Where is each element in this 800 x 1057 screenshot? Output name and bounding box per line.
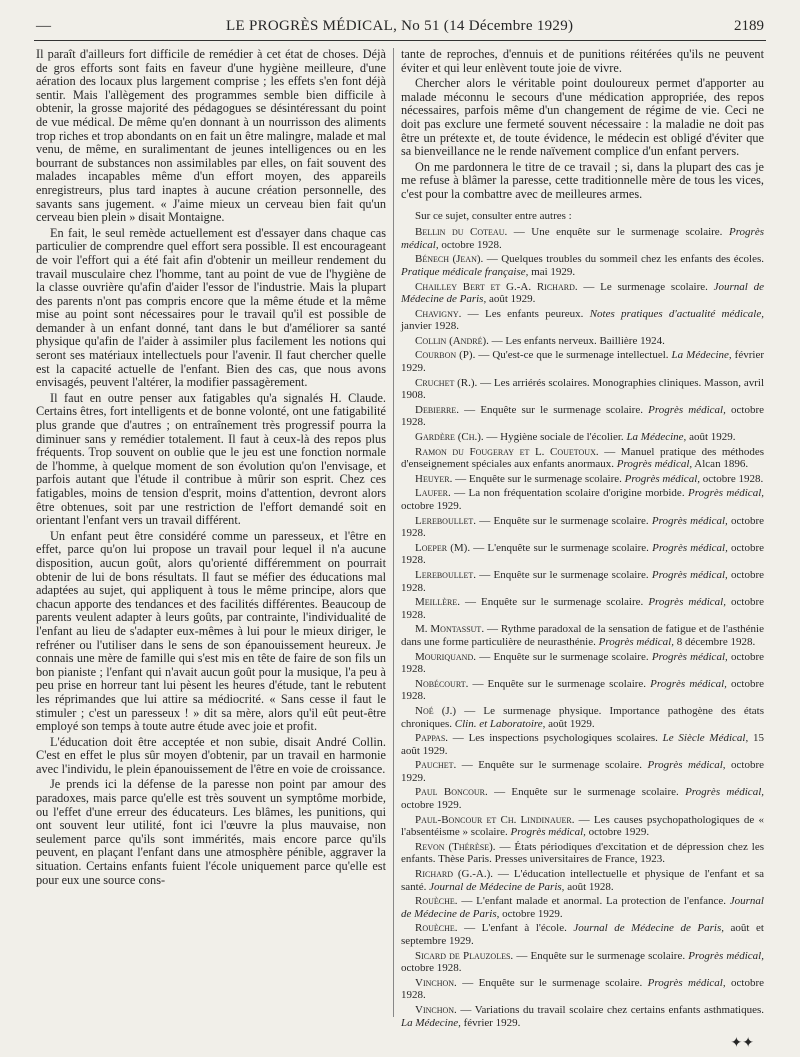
reference-date: octobre 1928. xyxy=(401,568,765,594)
reference-source: Progrès médical, xyxy=(652,541,728,554)
reference-text: — Les arriérés scolaires. Monographies cliniques. Masson, avril 1908. xyxy=(401,376,765,402)
reference-entry xyxy=(401,431,764,444)
reference-entry xyxy=(401,596,764,621)
reference-entry xyxy=(401,678,764,703)
reference-author: Bénech (Jean). xyxy=(415,253,484,266)
reference-source: Progrès médical, xyxy=(648,596,726,609)
reference-source: Progrès médical, xyxy=(687,487,765,500)
reference-date: octobre 1928. xyxy=(401,596,764,621)
reference-text: — Enquête sur le surmenage scolaire. xyxy=(459,596,649,609)
reference-author: Debierre. xyxy=(415,403,460,416)
reference-source: Le Siècle Médical, xyxy=(662,732,749,745)
reference-date: octobre 1928. xyxy=(700,472,764,485)
reference-entry xyxy=(401,349,764,374)
reference-text: — Variations du travail scolaire chez certains enfants asthmatiques. xyxy=(456,1003,764,1016)
paragraph: Je prends ici la défense de la paresse non point par amour des paradoxes, mais parce qu'elle est très souvent un symptôme morbide, ou l'effet d'une erreur des éducateurs. Les blâmes, les punitions, qui ont souvent leur utilité, font ici l'œuvre la plus mauvaise, non seulement parce qu'ils sont immérités, mais encore parce qu'ils peuvent, en plaçant l'enfant dans une atmosphère pénible, aggraver la situation. Certains enfants fuient l'école uniquement parce qu'elle est pour eux une source cons- xyxy=(36,777,386,887)
reference-entry xyxy=(401,1004,764,1029)
reference-date: août 1929. xyxy=(486,293,536,306)
reference-source: Journal de Médecine de Paris, xyxy=(573,922,724,935)
reference-source: Progrès médical, xyxy=(650,677,727,690)
reference-text: — La non fréquentation scolaire d'origine morbide. xyxy=(450,487,688,500)
reference-entry xyxy=(401,623,764,648)
reference-entry xyxy=(401,226,764,251)
reference-entry xyxy=(401,569,764,594)
paragraph: Il faut en outre penser aux fatigables qu'a signalés H. Claude. Certains êtres, fort intelligents et de bonne volonté, ont une fatigabilité plus grande que d'autres ; on entraînement très progressif pourra la diminuer sans y remédier totalement. Il faut à ceux-là des repos plus fréquents. Trop souvent on oublie que le jeu est une fonction normale de l'homme, à quelque moment de son évolution qu'on l'envisage, et parfois autant que l'étude il contribue à mûrir son esprit. Chez ces fatigables, moins de tension d'esprit, moins d'attention, devront alors être obtenues, soit par une restriction de l'effort demandé soit en orientant l'enfant vers un travail différent. xyxy=(36,390,386,528)
reference-entry xyxy=(401,977,764,1002)
reference-date: février 1929. xyxy=(460,1016,521,1029)
reference-source: Notes pratiques d'actualité médicale, xyxy=(589,307,764,320)
reference-author: Chailley Bert et G.-A. Richard. xyxy=(415,280,578,293)
reference-author: Pauchet. xyxy=(415,759,457,772)
reference-source: Progrès médical, xyxy=(510,826,586,839)
reference-date: octobre 1928. xyxy=(438,238,502,251)
reference-text: — Les enfants nerveux. Baillière 1924. xyxy=(488,334,665,347)
reference-text: — Les causes psychopathologiques de « l'absentéisme » scolaire. xyxy=(401,813,764,839)
reference-text: — L'enfant à l'école. xyxy=(457,922,574,935)
column-divider xyxy=(393,48,394,1017)
reference-text: — Le surmenage scolaire. xyxy=(577,280,714,293)
running-header xyxy=(36,18,764,38)
reference-author: Rouèche. xyxy=(415,895,458,908)
reference-author: Lereboullet. xyxy=(415,514,477,527)
reference-text: — Qu'est-ce que le surmenage intellectuel. xyxy=(475,349,672,362)
reference-entry xyxy=(401,308,764,333)
reference-date: octobre 1928. xyxy=(401,976,765,1002)
reference-entry xyxy=(401,487,764,512)
reference-date: février 1929. xyxy=(401,349,764,375)
reference-author: Cruchet (R.). xyxy=(415,376,478,389)
reference-text: — L'éducation intellectuelle et physique de l'enfant et sa santé. xyxy=(401,868,764,893)
reference-list xyxy=(401,226,764,1029)
end-ornament: ✦✦ xyxy=(730,1036,754,1052)
reference-entry xyxy=(401,542,764,567)
reference-author: Bellin du Coteau. xyxy=(415,226,508,239)
paragraph: Il paraît d'ailleurs fort difficile de remédier à cet état de choses. Déjà de gros efforts sont faits en faveur d'une hygiène meilleure, d'une aération des locaux plus largement comprise ; les effets s'en font déjà sentir. Mais l'allègement des programmes semble bien difficile à obtenir, la grosse majorité des pédagogues se désintéressant du point de vue médical. De même qu'en donnant à un nourrisson des aliments trop riches et trop abondants on en fait un être malingre, malade et mal venu, de même, en suralimentant de jeunes intelligences ou en les bourrant de substances non assimilables par elles, on fait souvent des malades incapables même d'un effort moyen, des appareils enregistreurs, plus tard inaptes à aucune création personnelle, des savants sans jugement. « J'aime mieux un cerveau bien fait qu'un cerveau bien plein » disait Montaigne. xyxy=(36,47,386,225)
reference-text: — Enquête sur le surmenage scolaire. xyxy=(456,759,648,772)
reference-source: Progrès médical, xyxy=(647,976,726,989)
reference-text: — Hygiène sociale de l'écolier. xyxy=(483,431,627,444)
reference-author: Pappas. xyxy=(415,732,449,745)
reference-entry xyxy=(401,335,764,348)
reference-text: — Enquête sur le surmenage scolaire. xyxy=(459,403,649,416)
header-dash: — xyxy=(36,18,51,34)
reference-date: octobre 1929. xyxy=(499,907,563,920)
reference-source: Journal de Médecine de Paris, xyxy=(401,895,764,920)
reference-date: janvier 1928. xyxy=(401,320,460,333)
reference-text: — Une enquête sur le surmenage scolaire. xyxy=(507,226,729,239)
reference-entry xyxy=(401,651,764,676)
reference-text: — Enquête sur le surmenage scolaire. xyxy=(513,949,689,962)
reference-source: Progrès médical, xyxy=(651,568,728,581)
reference-source: Progrès médical, xyxy=(688,949,764,962)
reference-text: — Les enfants peureux. xyxy=(461,307,590,320)
reference-author: Paul Boncour. xyxy=(415,786,488,799)
reference-author: Ramon du Fougeray et L. Couetoux. xyxy=(415,445,599,458)
left-column xyxy=(36,48,386,887)
reference-entry xyxy=(401,377,764,402)
paragraph: Chercher alors le véritable point douloureux permet d'apporter au malade méconnu le secours d'une médication appropriée, des repos nécessaires, parfois même d'un changement de régime de vie. Ceci ne doit pas exclure une fermeté souvent nécessaire : la maladie ne doit pas être un prétexte et, de toute évidence, le médecin est obligé d'éviter que sa bienveillance ne le rende naïvement complice d'un enfant pervers. xyxy=(401,76,764,159)
reference-text: — L'enfant malade et anormal. La protection de l'enfance. xyxy=(457,895,730,908)
reference-date: octobre 1929. xyxy=(585,826,650,839)
reference-date: octobre 1928. xyxy=(401,962,462,975)
reference-author: Collin (André). xyxy=(415,334,489,347)
reference-date: août 1928. xyxy=(564,880,614,893)
header-rule xyxy=(34,40,766,41)
reference-source: La Médecine, xyxy=(401,1016,461,1029)
reference-source: La Médecine, xyxy=(671,349,732,362)
reference-entry xyxy=(401,814,764,839)
reference-author: Lereboullet. xyxy=(415,568,477,581)
reference-author: Loeper (M). xyxy=(415,541,471,554)
reference-author: Heuyer. xyxy=(415,472,453,485)
reference-entry xyxy=(401,841,764,866)
reference-source: Progrès médical, xyxy=(624,472,700,485)
reference-source: Progrès médical, xyxy=(647,759,726,772)
paragraph: On me pardonnera le titre de ce travail ; si, dans la plupart des cas je me refuse à blâmer la paresse, cette traditionnelle mère de tous les vices, c'est pour la combattre avec de meilleures armes. xyxy=(401,159,764,201)
reference-text: — Enquête sur le surmenage scolaire. xyxy=(475,650,652,663)
right-column xyxy=(401,48,764,1051)
reference-author: Vinchon. xyxy=(415,1003,457,1016)
reference-date: octobre 1929. xyxy=(401,500,462,512)
reference-source: La Médecine, xyxy=(626,431,687,444)
reference-text: — Le surmenage physique. Importance pathogène des états chroniques. xyxy=(401,704,765,730)
reference-date: août et septembre 1929. xyxy=(401,922,764,947)
reference-date: octobre 1928. xyxy=(401,541,765,567)
reference-entry xyxy=(401,473,764,486)
reference-date: octobre 1928. xyxy=(401,650,764,676)
reference-source: Pratique médicale française, xyxy=(401,265,529,278)
reference-date: octobre 1929. xyxy=(401,759,764,784)
reference-source: Progrès médical, xyxy=(648,403,726,416)
reference-entry xyxy=(401,253,764,278)
reference-entry xyxy=(401,922,764,947)
paragraph: En fait, le seul remède actuellement est d'essayer dans chaque cas particulier de comprendre quel effort sera possible. Il est encourageant de voir l'effort qui a été fait afin d'obtenir un meilleur rendement du travail musculaire chez l'homme, tant au point de vue de l'hygiène de la classe ouvrière qu'afin d'aider l'essor de l'industrie. Mais la plupart des parents n'ont pas compris encore que la même étude et la même mise au point sont nécessaires pour le travail qu'il est possible de demander à un enfant donné, tant dans le but d'améliorer sa santé physique qu'afin de l'aider à assimiler plus facilement les notions qui seront ses matériaux intellectuels pour l'avenir. Il faut chercher quelle est la capacité actuelle de l'enfant. Bien des cas, que nous avons envisagés, peuvent l'altérer, la modifier passagèrement. xyxy=(36,225,386,390)
reference-entry xyxy=(401,786,764,811)
reference-entry xyxy=(401,281,764,306)
reference-entry xyxy=(401,705,764,730)
reference-author: Gardère (Ch.). xyxy=(415,431,484,444)
reference-date: octobre 1929. xyxy=(401,799,462,812)
reference-text: — Enquête sur le surmenage scolaire. xyxy=(476,568,652,581)
reference-date: 8 décembre 1928. xyxy=(673,635,756,648)
reference-date: Alcan 1896. xyxy=(692,458,749,471)
page-number: 2189 xyxy=(734,18,764,34)
paragraph: L'éducation doit être acceptée et non subie, disait André Collin. C'est en effet le plus sûr moyen d'obtenir, par un travail en harmonie avec l'individu, le plein épanouissement de l'être en voie de croissance. xyxy=(36,734,386,776)
reference-author: M. Montassut. xyxy=(415,623,485,636)
reference-source: Progrès médical, xyxy=(651,514,728,527)
reference-author: Richard (G.-A.). xyxy=(415,868,494,881)
reference-text: — États périodiques d'excitation et de dépression chez les enfants. Thèse Paris. Presses universitaires de France, 1923. xyxy=(401,840,764,866)
paragraph: tante de reproches, d'ennuis et de punitions réitérées qu'ils ne peuvent éviter et qui leur enlèvent toute joie de vivre. xyxy=(401,47,764,75)
reference-date: octobre 1928. xyxy=(401,514,765,540)
reference-text: — Enquête sur le surmenage scolaire. xyxy=(476,514,652,527)
reference-entry xyxy=(401,895,764,920)
reference-source: Journal de Médecine de Paris, xyxy=(401,280,765,306)
reference-author: Rouèche. xyxy=(415,922,458,935)
reference-source: Progrès médical, xyxy=(616,458,693,471)
reference-text: — Enquête sur le surmenage scolaire. xyxy=(452,472,625,485)
reference-source: Clin. et Laboratoire, xyxy=(454,717,546,730)
reference-entry xyxy=(401,868,764,893)
reference-author: Paul-Boncour et Ch. Lindinauer. xyxy=(415,813,575,826)
reference-author: Mouriquand. xyxy=(415,650,476,663)
reference-entry xyxy=(401,950,764,975)
reference-text: — Les inspections psychologiques scolaires. xyxy=(448,732,663,745)
reference-source: Progrès médical, xyxy=(401,226,765,251)
reference-date: août 1929. xyxy=(686,431,736,444)
reference-text: — Enquête sur le surmenage scolaire. xyxy=(487,786,686,799)
reference-author: Laufer. xyxy=(415,487,451,500)
reference-author: Sicard de Plauzoles. xyxy=(415,949,514,962)
reference-author: Revon (Thérèse). xyxy=(415,840,496,853)
reference-entry xyxy=(401,515,764,540)
reference-source: Progrès médical, xyxy=(685,786,764,799)
reference-entry xyxy=(401,404,764,429)
reference-author: Vinchon. xyxy=(415,976,457,989)
reference-author: Noé (J.) xyxy=(415,704,457,717)
reference-text: — Enquête sur le surmenage scolaire. xyxy=(468,677,651,690)
reference-text: — Enquête sur le surmenage scolaire. xyxy=(456,976,648,989)
reference-author: Courbon (P). xyxy=(415,349,476,362)
reference-source: Progrès médical, xyxy=(598,635,674,648)
reference-source: Progrès médical, xyxy=(651,650,728,663)
reference-entry xyxy=(401,446,764,471)
reference-text: — Quelques troubles du sommeil chez les enfants des écoles. xyxy=(483,253,764,266)
reference-date: octobre 1928. xyxy=(401,677,765,703)
journal-title: LE PROGRÈS MÉDICAL, No 51 (14 Décembre 1929) xyxy=(226,18,574,34)
reference-text: — Rythme paradoxal de la sensation de fatigue et de l'asthénie dans une forme particulière de neurasthénie. xyxy=(401,623,764,648)
reference-text: — L'enquête sur le surmenage scolaire. xyxy=(470,541,653,554)
paragraph: Un enfant peut être considéré comme un paresseux, et l'être en effet, parce qu'on lui propose un travail pour lequel il n'a aucune disposition, aucun goût, alors qu'orienté différemment on pourrait obtenir de lui de bons résultats. Il faut se méfier des éducations mal adaptées au sujet, qui appliquent à tous le même principe, alors que chacun apporte des tendances et des facilités différentes. Beaucoup de parents veulent adapter à leurs goûts, par contrainte, l'individualité de l'enfant au lieu de s'adapter eux-mêmes à lui pour le mieux diriger, le refréner ou l'utiliser dans le sens de son épanouissement heureux. Je connais une mère de famille qui s'est mis en tête de faire de son fils un bon pianiste ; l'enfant qui n'avait aucun goût pour la musique, l'a peu à peu prise en horreur tant lui pèsent les heures d'étude, tant le rebutent les réprimandes que lui attire sa médiocrité. « Sans cesse il faut le stimuler ; c'est un paresseux ! » dit sa mère, alors qu'il eût peut-être employé son temps à toute autre étude avec joie et profit. xyxy=(36,528,386,734)
reference-date: octobre 1928. xyxy=(401,403,765,429)
reference-text: — Manuel pratique des méthodes d'enseignement spéciales aux enfants anormaux. xyxy=(401,445,764,471)
reference-entry xyxy=(401,759,764,784)
reference-author: Meillère. xyxy=(415,596,460,609)
reference-author: Chavigny. xyxy=(415,307,462,320)
reference-date: mai 1929. xyxy=(528,265,576,278)
references-heading: Sur ce sujet, consulter entre autres : xyxy=(415,209,572,222)
reference-source: Journal de Médecine de Paris, xyxy=(429,880,565,893)
reference-date: août 1929. xyxy=(545,717,595,730)
reference-date: 15 août 1929. xyxy=(401,732,764,757)
reference-author: Nobécourt. xyxy=(415,677,469,690)
reference-entry xyxy=(401,732,764,757)
